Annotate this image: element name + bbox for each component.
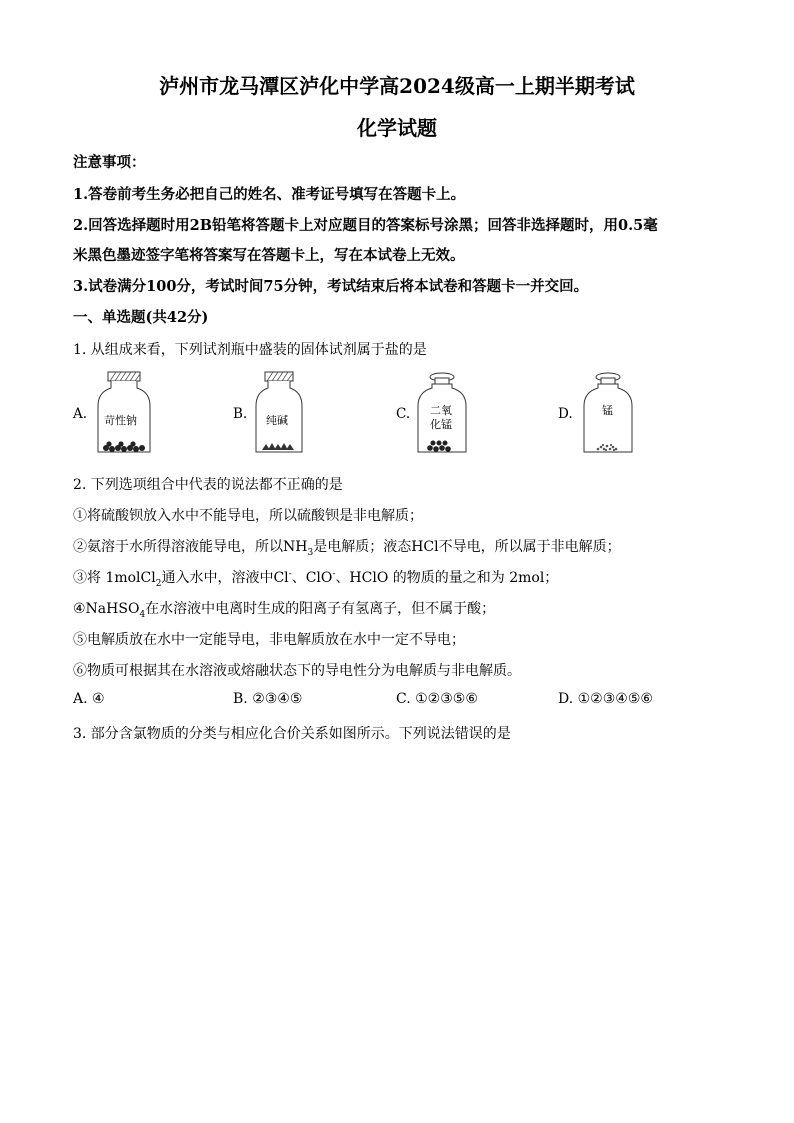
q1-option-a-letter: A. xyxy=(73,406,88,422)
note-item-2-cont: 米黑色墨迹签字笔将答案写在答题卡上，写在本试卷上无效。 xyxy=(73,247,465,264)
q1-bottle-a xyxy=(94,370,158,460)
q2-option-c: C. ①②③⑤⑥ xyxy=(396,691,478,707)
q1-option-c-label-1: 二氧 xyxy=(430,404,452,417)
q1-option-b-letter: B. xyxy=(233,406,248,422)
q2-statement-3: ③将 1molCl$_2$通入水中，溶液中Cl-、ClO-、HClO 的物质的量之和为 2mol； xyxy=(73,569,559,589)
q1-option-b-label: 纯碱 xyxy=(266,414,288,427)
exam-title: 泸州市龙马潭区泸化中学高2024级高一上期半期考试 xyxy=(159,74,635,98)
q1-option-d-letter: D. xyxy=(558,406,573,422)
q2-option-b: B. ②③④⑤ xyxy=(233,691,303,707)
q1-bottle-c xyxy=(414,370,470,460)
q2-stem: 2. 下列选项组合中代表的说法都不正确的是 xyxy=(73,477,343,493)
note-item-2: 2.回答选择题时用2B铅笔将答题卡上对应题目的答案标号涂黑；回答非选择题时，用0.5毫 xyxy=(73,217,658,234)
q1-option-c-letter: C. xyxy=(396,406,411,422)
q1-bottle-b xyxy=(252,370,306,460)
section-heading: 一、单选题(共42分) xyxy=(73,309,209,326)
notes-heading: 注意事项： xyxy=(73,154,146,171)
q2-statement-2: ②氨溶于水所得溶液能导电，所以$NH_3$是电解质；液态HCl不导电，所以属于非电解质； xyxy=(73,539,621,558)
q2-statement-1: ①将硫酸钡放入水中不能导电，所以硫酸钡是非电解质； xyxy=(73,508,423,524)
q1-option-c-label-2: 化锰 xyxy=(430,418,452,431)
q1-option-d-label: 锰 xyxy=(602,404,613,417)
exam-subject: 化学试题 xyxy=(357,116,437,140)
note-item-3: 3.试卷满分100分，考试时间75分钟，考试结束后将本试卷和答题卡一并交回。 xyxy=(73,278,589,295)
q2-option-a: A. ④ xyxy=(73,691,105,707)
q2-option-d: D. ①②③④⑤⑥ xyxy=(558,691,653,707)
q2-statement-4: ④NaHSO$_4$在水溶液中电离时生成的阳离子有氢离子，但不属于酸； xyxy=(73,601,496,620)
q2-statement-6: ⑥物质可根据其在水溶液或熔融状态下的导电性分为电解质与非电解质。 xyxy=(73,663,521,679)
q1-bottle-d xyxy=(580,370,636,460)
q1-option-a-label: 苛性钠 xyxy=(104,414,137,427)
note-item-1: 1.答卷前考生务必把自己的姓名、准考证号填写在答题卡上。 xyxy=(73,186,466,203)
q3-stem: 3. 部分含氯物质的分类与相应化合价关系如图所示。下列说法错误的是 xyxy=(73,726,511,742)
q1-stem: 1. 从组成来看，下列试剂瓶中盛装的固体试剂属于盐的是 xyxy=(73,342,427,358)
q2-statement-5: ⑤电解质放在水中一定能导电，非电解质放在水中一定不导电； xyxy=(73,632,465,648)
